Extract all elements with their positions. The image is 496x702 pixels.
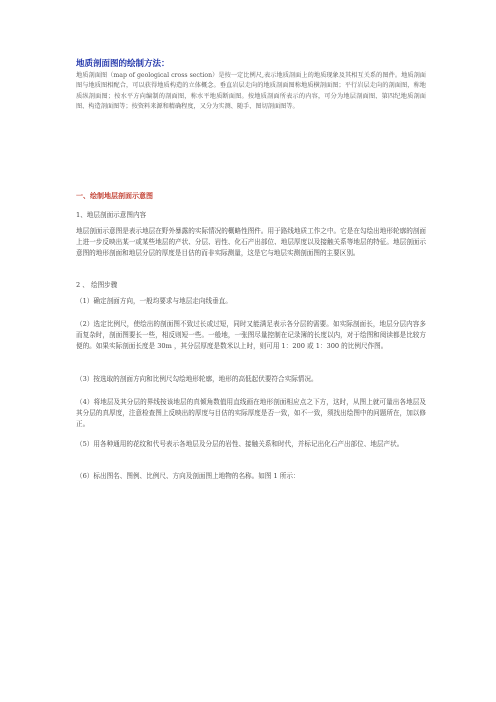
step-1: （1）确定剖面方向，一般均要求与地层走向线垂直。 [76, 297, 232, 305]
sub-heading-steps: 2 、 绘图步骤 [76, 281, 118, 289]
content-paragraph: 地层剖面示意图是表示地层在野外暴露的实际情况的概略性图件。用于路线地质工作之中。它是在勾绘出地形轮廓的剖面上进一步反映出某一或某些地层的产状、分层、岩性、化石产出部位、地层厚度以及接触关系等地层的特征。地层剖面示意图的地形剖面和地层分层的厚度是目估的而非实际测量，这是它与地层实测剖面图的主要区别。 [76, 227, 426, 258]
step-5: （5）用各种通用的花纹和代号表示各地层及分层的岩性、接触关系和时代，并标记出化石产出部位、地层产状。 [76, 440, 404, 448]
section-heading: 一、绘制地层剖面示意图 [76, 191, 153, 200]
intro-paragraph: 地质剖面图（map of geological cross section）是按一定比例尺,表示地质剖面上的地质现象及其相互关系的图件。地质剖面图与地质图相配合，可以获得地质构造的立体概念。垂直岩层走向的地质剖面图称地质横剖面图；平行岩层走向的剖面图，称地质纵剖面图；按水平方向编制的剖面图，称水平地质断面图。按地质剖面所表示的内容，可分为地层剖面图、第四纪地质剖面图、构造剖面图等；按资料来源和精确程度，又分为实测、随手、图切剖面图等。 [76, 72, 426, 111]
step-2: （2）选定比例尺，使绘出的剖面图不致过长或过短，同时又能满足表示各分层的需要。如实际剖面长，地层分层内容多而复杂时，剖面图要长一些，相反则短一些。一般地，一张图尽量控制在记录簿的长度以内，对于绘图和阅读都是比较方便的。如果实际剖面长度是 30m ，其分层厚度是数米以上时，则可用 1：200 或 1：300 的比例尺作图。 [76, 320, 426, 351]
document-title: 地质剖面图的绘制方法： [76, 59, 170, 69]
step-6: （6）标出图名、图例、比例尺、方向及剖面图上地物的名称。如图 1 所示： [76, 472, 300, 480]
step-4: （4）将地层及其分层的界线按该地层的真倾角数值用直线画在地形剖面相应点之下方，这时，从图上就可量出各地层及其分层的真厚度，注意检查图上反映出的厚度与目估的实际厚度是否一致，如不一致，须找出绘图中的问题所在，加以修正。 [76, 398, 426, 429]
step-3: （3）按选取的剖面方向和比例尺勾绘地形轮廓，地形的高低起伏要符合实际情况。 [76, 375, 318, 383]
sub-heading-content: 1、地层剖面示意图内容 [76, 211, 147, 219]
